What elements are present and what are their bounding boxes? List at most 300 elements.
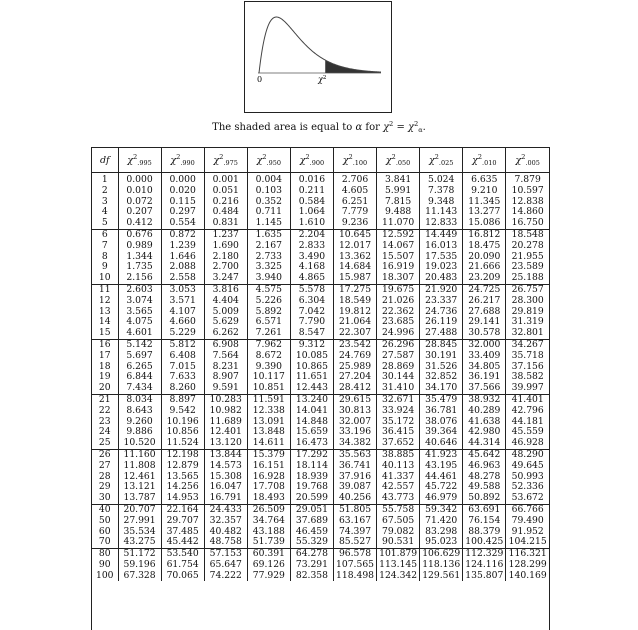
- df-cell: 80: [92, 549, 118, 560]
- value-cell: 100.425: [463, 537, 506, 548]
- value-cell: 13.120: [204, 438, 247, 449]
- value-cell: 43.773: [377, 493, 420, 504]
- value-cell: 14.041: [290, 406, 333, 417]
- value-cell: 13.362: [333, 252, 376, 263]
- df-cell: 90: [98, 558, 111, 570]
- df-cell: 15: [98, 327, 111, 339]
- value-cell: 3.816: [204, 284, 247, 295]
- value-cell: 3.841: [377, 173, 420, 186]
- value-cell: 1.064: [290, 207, 333, 218]
- value-cell: 13.121: [118, 482, 161, 493]
- value-cell: 21.064: [333, 317, 376, 328]
- value-cell: 40.289: [463, 406, 506, 417]
- value-cell: 63.167: [333, 516, 376, 527]
- value-cell: 0.072: [118, 197, 161, 208]
- value-cell: 67.328: [118, 571, 161, 582]
- value-cell: 0.216: [204, 197, 247, 208]
- value-cell: 4.575: [247, 284, 290, 295]
- value-cell: 74.222: [204, 571, 247, 582]
- value-cell: 49.588: [463, 482, 506, 493]
- value-cell: 0.004: [247, 173, 290, 186]
- value-cell: 2.603: [118, 284, 161, 295]
- value-cell: 12.838: [506, 197, 549, 208]
- value-cell: 15.308: [204, 472, 247, 483]
- value-cell: 118.136: [420, 560, 463, 571]
- value-cell: 40.256: [333, 493, 376, 504]
- value-cell: 6.844: [118, 372, 161, 383]
- value-cell: 0.000: [161, 173, 204, 186]
- value-cell: 22.362: [377, 307, 420, 318]
- value-cell: 8.643: [118, 406, 161, 417]
- value-cell: 16.919: [377, 262, 420, 273]
- value-cell: 50.993: [506, 472, 549, 483]
- value-cell: 3.940: [247, 273, 290, 284]
- value-cell: 60.391: [247, 549, 290, 560]
- value-cell: 13.565: [161, 472, 204, 483]
- value-cell: 16.047: [204, 482, 247, 493]
- value-cell: 35.172: [377, 417, 420, 428]
- value-cell: 14.573: [204, 461, 247, 472]
- value-cell: 26.119: [420, 317, 463, 328]
- table-row: [92, 516, 549, 527]
- value-cell: 19.812: [333, 307, 376, 318]
- value-cell: 24.433: [204, 504, 247, 515]
- value-cell: 14.067: [377, 241, 420, 252]
- figure-caption: The shaded area is equal to α for $\chi^2 = \chi^2_\alpha$.: [212, 120, 426, 134]
- value-cell: 14.684: [333, 262, 376, 273]
- value-cell: 36.191: [463, 372, 506, 383]
- value-cell: 10.645: [333, 229, 376, 240]
- value-cell: 36.781: [420, 406, 463, 417]
- df-cell: 17: [98, 349, 111, 361]
- value-cell: 124.116: [463, 560, 506, 571]
- value-cell: 45.442: [161, 537, 204, 548]
- value-cell: 7.434: [118, 383, 161, 394]
- value-cell: 43.275: [118, 537, 161, 548]
- df-cell: 30: [98, 492, 111, 504]
- value-cell: 9.390: [247, 362, 290, 373]
- density-curve: [259, 17, 381, 73]
- value-cell: 11.651: [290, 372, 333, 383]
- df-cell: 18: [98, 360, 111, 372]
- value-cell: 0.989: [118, 241, 161, 252]
- value-cell: 9.210: [463, 186, 506, 197]
- df-cell: 22: [98, 404, 111, 416]
- value-cell: 9.260: [118, 417, 161, 428]
- col-header-900: $\chi^2_{.900}$: [290, 148, 333, 173]
- value-cell: 7.790: [290, 317, 333, 328]
- value-cell: 17.292: [290, 449, 333, 460]
- value-cell: 41.401: [506, 394, 549, 405]
- value-cell: 13.848: [247, 427, 290, 438]
- table-row: [92, 461, 549, 472]
- value-cell: 90.531: [377, 537, 420, 548]
- value-cell: 13.240: [290, 394, 333, 405]
- value-cell: 0.412: [118, 218, 161, 229]
- value-cell: 2.156: [118, 273, 161, 284]
- value-cell: 0.000: [118, 173, 161, 186]
- value-cell: 15.379: [247, 449, 290, 460]
- value-cell: 83.298: [420, 527, 463, 538]
- table-row: [92, 241, 549, 252]
- value-cell: 42.557: [377, 482, 420, 493]
- value-cell: 34.805: [463, 362, 506, 373]
- table-row: [92, 438, 549, 449]
- value-cell: 32.801: [506, 328, 549, 339]
- value-cell: 12.592: [377, 229, 420, 240]
- df-cell: 20: [98, 382, 111, 394]
- col-header-010: $\chi^2_{.010}$: [463, 148, 506, 173]
- value-cell: 30.144: [377, 372, 420, 383]
- value-cell: 44.181: [506, 417, 549, 428]
- value-cell: 4.601: [118, 328, 161, 339]
- value-cell: 9.542: [161, 406, 204, 417]
- value-cell: 29.615: [333, 394, 376, 405]
- value-cell: 50.892: [463, 493, 506, 504]
- value-cell: 33.196: [333, 427, 376, 438]
- df-cell: 9: [101, 261, 108, 273]
- value-cell: 30.813: [333, 406, 376, 417]
- value-cell: 44.314: [463, 438, 506, 449]
- value-cell: 18.307: [377, 273, 420, 284]
- value-cell: 35.534: [118, 527, 161, 538]
- value-cell: 36.415: [377, 427, 420, 438]
- value-cell: 37.652: [377, 438, 420, 449]
- value-cell: 9.488: [377, 207, 420, 218]
- value-cell: 24.996: [377, 328, 420, 339]
- value-cell: 63.691: [463, 504, 506, 515]
- df-cell: 14: [98, 316, 111, 328]
- df-cell: 60: [98, 525, 111, 537]
- value-cell: 31.410: [377, 383, 420, 394]
- value-cell: 23.589: [506, 262, 549, 273]
- value-cell: 0.584: [290, 197, 333, 208]
- table-row: [92, 383, 549, 394]
- value-cell: 19.768: [290, 482, 333, 493]
- value-cell: 61.754: [161, 560, 204, 571]
- value-cell: 8.547: [290, 328, 333, 339]
- value-cell: 46.459: [290, 527, 333, 538]
- table-row: [92, 173, 549, 186]
- value-cell: 37.566: [463, 383, 506, 394]
- value-cell: 69.126: [247, 560, 290, 571]
- value-cell: 13.844: [204, 449, 247, 460]
- value-cell: 7.015: [161, 362, 204, 373]
- value-cell: 27.688: [463, 307, 506, 318]
- value-cell: 32.007: [333, 417, 376, 428]
- value-cell: 79.082: [377, 527, 420, 538]
- value-cell: 11.160: [118, 449, 161, 460]
- value-cell: 0.010: [118, 186, 161, 197]
- value-cell: 88.379: [463, 527, 506, 538]
- value-cell: 12.461: [118, 472, 161, 483]
- value-cell: 20.278: [506, 241, 549, 252]
- df-cell: 7: [101, 239, 108, 251]
- table-row: [92, 504, 549, 515]
- value-cell: 3.571: [161, 296, 204, 307]
- value-cell: 26.296: [377, 339, 420, 350]
- value-cell: 32.000: [463, 339, 506, 350]
- value-cell: 113.145: [377, 560, 420, 571]
- value-cell: 37.485: [161, 527, 204, 538]
- value-cell: 20.483: [420, 273, 463, 284]
- table-row: [92, 186, 549, 197]
- value-cell: 6.635: [463, 173, 506, 186]
- value-cell: 0.554: [161, 218, 204, 229]
- value-cell: 27.587: [377, 351, 420, 362]
- value-cell: 19.023: [420, 262, 463, 273]
- value-cell: 13.091: [247, 417, 290, 428]
- df-header: df: [92, 148, 118, 173]
- value-cell: 41.337: [377, 472, 420, 483]
- value-cell: 35.563: [333, 449, 376, 460]
- value-cell: 23.685: [377, 317, 420, 328]
- value-cell: 17.275: [333, 284, 376, 295]
- value-cell: 39.087: [333, 482, 376, 493]
- value-cell: 37.689: [290, 516, 333, 527]
- value-cell: 1.237: [204, 229, 247, 240]
- value-cell: 18.493: [247, 493, 290, 504]
- df-cell: 3: [101, 195, 108, 207]
- value-cell: 4.107: [161, 307, 204, 318]
- value-cell: 17.708: [247, 482, 290, 493]
- value-cell: 37.156: [506, 362, 549, 373]
- value-cell: 51.739: [247, 537, 290, 548]
- value-cell: 10.597: [506, 186, 549, 197]
- value-cell: 0.207: [118, 207, 161, 218]
- value-cell: 48.758: [204, 537, 247, 548]
- value-cell: 40.646: [420, 438, 463, 449]
- value-cell: 18.475: [463, 241, 506, 252]
- value-cell: 10.856: [161, 427, 204, 438]
- col-header-025: $\chi^2_{.025}$: [420, 148, 463, 173]
- value-cell: 16.473: [290, 438, 333, 449]
- value-cell: 31.319: [506, 317, 549, 328]
- value-cell: 59.342: [420, 504, 463, 515]
- value-cell: 9.591: [204, 383, 247, 394]
- df-cell: 16: [92, 339, 118, 350]
- value-cell: 5.991: [377, 186, 420, 197]
- value-cell: 51.172: [118, 549, 161, 560]
- df-cell: 10: [98, 272, 111, 284]
- value-cell: 15.086: [463, 218, 506, 229]
- table-row: [92, 218, 549, 229]
- value-cell: 8.897: [161, 394, 204, 405]
- value-cell: 38.076: [420, 417, 463, 428]
- value-cell: 24.736: [420, 307, 463, 318]
- value-cell: 11.524: [161, 438, 204, 449]
- value-cell: 10.851: [247, 383, 290, 394]
- df-cell: 1: [101, 174, 108, 185]
- value-cell: 4.660: [161, 317, 204, 328]
- value-cell: 13.787: [118, 493, 161, 504]
- value-cell: 5.697: [118, 351, 161, 362]
- value-cell: 10.196: [161, 417, 204, 428]
- value-cell: 9.348: [420, 197, 463, 208]
- value-cell: 32.852: [420, 372, 463, 383]
- col-header-990: $\chi^2_{.990}$: [161, 148, 204, 173]
- table-row: [92, 351, 549, 362]
- value-cell: 39.364: [420, 427, 463, 438]
- value-cell: 42.980: [463, 427, 506, 438]
- value-cell: 51.805: [333, 504, 376, 515]
- value-cell: 10.085: [290, 351, 333, 362]
- value-cell: 8.260: [161, 383, 204, 394]
- value-cell: 1.239: [161, 241, 204, 252]
- value-cell: 27.991: [118, 516, 161, 527]
- value-cell: 0.103: [247, 186, 290, 197]
- value-cell: 34.764: [247, 516, 290, 527]
- value-cell: 67.505: [377, 516, 420, 527]
- value-cell: 7.879: [506, 173, 549, 186]
- value-cell: 44.461: [420, 472, 463, 483]
- table-row: [92, 571, 549, 582]
- value-cell: 29.707: [161, 516, 204, 527]
- value-cell: 39.997: [506, 383, 549, 394]
- value-cell: 112.329: [463, 549, 506, 560]
- value-cell: 1.690: [204, 241, 247, 252]
- value-cell: 35.479: [420, 394, 463, 405]
- value-cell: 30.191: [420, 351, 463, 362]
- df-cell: 26: [92, 449, 118, 460]
- value-cell: 59.196: [118, 560, 161, 571]
- value-cell: 8.672: [247, 351, 290, 362]
- value-cell: 0.484: [204, 207, 247, 218]
- value-cell: 11.143: [420, 207, 463, 218]
- value-cell: 15.659: [290, 427, 333, 438]
- value-cell: 29.819: [506, 307, 549, 318]
- value-cell: 6.908: [204, 339, 247, 350]
- df-cell: 13: [98, 305, 111, 317]
- value-cell: 0.872: [161, 229, 204, 240]
- value-cell: 30.578: [463, 328, 506, 339]
- value-cell: 0.115: [161, 197, 204, 208]
- value-cell: 2.700: [204, 262, 247, 273]
- df-cell: 8: [101, 250, 108, 262]
- value-cell: 0.711: [247, 207, 290, 218]
- value-cell: 9.236: [333, 218, 376, 229]
- value-cell: 16.812: [463, 229, 506, 240]
- col-header-975: $\chi^2_{.975}$: [204, 148, 247, 173]
- value-cell: 48.278: [463, 472, 506, 483]
- value-cell: 74.397: [333, 527, 376, 538]
- value-cell: 77.929: [247, 571, 290, 582]
- value-cell: 16.750: [506, 218, 549, 229]
- value-cell: 45.722: [420, 482, 463, 493]
- value-cell: 52.336: [506, 482, 549, 493]
- value-cell: 5.024: [420, 173, 463, 186]
- value-cell: 26.757: [506, 284, 549, 295]
- value-cell: 34.267: [506, 339, 549, 350]
- value-cell: 57.153: [204, 549, 247, 560]
- value-cell: 76.154: [463, 516, 506, 527]
- value-cell: 7.815: [377, 197, 420, 208]
- df-cell: 27: [98, 459, 111, 471]
- value-cell: 34.170: [420, 383, 463, 394]
- value-cell: 65.647: [204, 560, 247, 571]
- value-cell: 46.979: [420, 493, 463, 504]
- value-cell: 28.869: [377, 362, 420, 373]
- df-cell: 12: [98, 294, 111, 306]
- value-cell: 12.443: [290, 383, 333, 394]
- value-cell: 9.886: [118, 427, 161, 438]
- value-cell: 4.605: [333, 186, 376, 197]
- value-cell: 32.357: [204, 516, 247, 527]
- value-cell: 5.629: [204, 317, 247, 328]
- value-cell: 4.075: [118, 317, 161, 328]
- value-cell: 7.378: [420, 186, 463, 197]
- value-cell: 29.141: [463, 317, 506, 328]
- value-cell: 16.928: [247, 472, 290, 483]
- value-cell: 13.277: [463, 207, 506, 218]
- chi-square-table: [91, 147, 550, 630]
- value-cell: 21.955: [506, 252, 549, 263]
- value-cell: 14.611: [247, 438, 290, 449]
- value-cell: 45.559: [506, 427, 549, 438]
- value-cell: 36.741: [333, 461, 376, 472]
- value-cell: 5.226: [247, 296, 290, 307]
- df-cell: 70: [98, 536, 111, 548]
- df-cell: 2: [101, 184, 108, 196]
- value-cell: 128.299: [506, 560, 549, 571]
- value-cell: 7.261: [247, 328, 290, 339]
- value-cell: 32.671: [377, 394, 420, 405]
- chi-square-figure: [244, 1, 392, 113]
- value-cell: 12.879: [161, 461, 204, 472]
- value-cell: 10.117: [247, 372, 290, 383]
- value-cell: 2.167: [247, 241, 290, 252]
- value-cell: 43.188: [247, 527, 290, 538]
- value-cell: 26.509: [247, 504, 290, 515]
- value-cell: 3.490: [290, 252, 333, 263]
- df-cell: 5: [101, 217, 108, 229]
- value-cell: 64.278: [290, 549, 333, 560]
- value-cell: 24.769: [333, 351, 376, 362]
- value-cell: 33.409: [463, 351, 506, 362]
- value-cell: 3.565: [118, 307, 161, 318]
- df-cell: 19: [98, 371, 111, 383]
- value-cell: 42.796: [506, 406, 549, 417]
- value-cell: 12.338: [247, 406, 290, 417]
- value-cell: 118.498: [333, 571, 376, 582]
- value-cell: 70.065: [161, 571, 204, 582]
- value-cell: 18.549: [333, 296, 376, 307]
- value-cell: 14.953: [161, 493, 204, 504]
- chi-square-density-plot: [245, 2, 391, 112]
- value-cell: 5.812: [161, 339, 204, 350]
- table-row: [92, 273, 549, 284]
- value-cell: 17.535: [420, 252, 463, 263]
- col-header-100: $\chi^2_{.100}$: [333, 148, 376, 173]
- value-cell: 3.247: [204, 273, 247, 284]
- value-cell: 3.074: [118, 296, 161, 307]
- value-cell: 21.920: [420, 284, 463, 295]
- value-cell: 2.833: [290, 241, 333, 252]
- value-cell: 33.924: [377, 406, 420, 417]
- value-cell: 3.325: [247, 262, 290, 273]
- value-cell: 8.231: [204, 362, 247, 373]
- value-cell: 27.488: [420, 328, 463, 339]
- value-cell: 10.865: [290, 362, 333, 373]
- value-cell: 9.312: [290, 339, 333, 350]
- value-cell: 48.290: [506, 449, 549, 460]
- value-cell: 18.548: [506, 229, 549, 240]
- value-cell: 12.017: [333, 241, 376, 252]
- df-cell: 6: [92, 229, 118, 240]
- value-cell: 6.265: [118, 362, 161, 373]
- df-cell: 100: [95, 569, 114, 581]
- origin-label: 0: [257, 75, 263, 84]
